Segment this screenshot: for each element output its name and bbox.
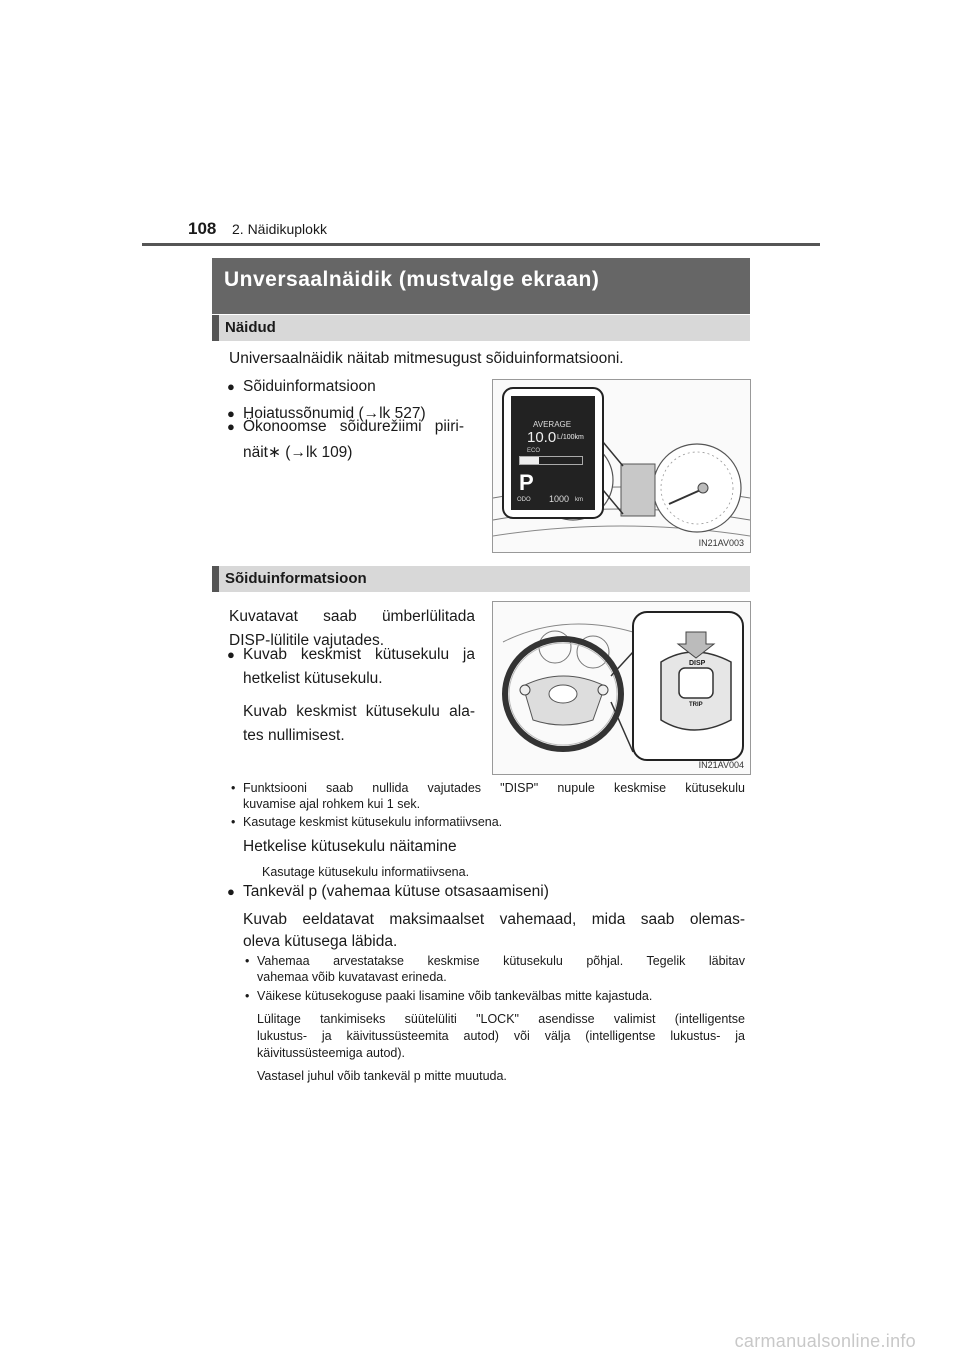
subheading-soiduinformatsioon (212, 566, 750, 592)
note-informative: • Kasutage keskmist kütusekulu informatiivsena. (231, 815, 503, 829)
subheading-naidud (212, 315, 750, 341)
bullet-range: ● Tankeväl p (vahemaa kütuse otsasaamiseni) (243, 880, 549, 904)
note-small-fuel-text: Väikese kütusekoguse paaki lisamine võib tankevälbas mitte kajastuda. (257, 989, 653, 1003)
note-range-text: Vahemaa arvestatakse keskmise kütusekulu põhjal. Tegelik läbitav (257, 954, 745, 968)
note-otherwise: Vastasel juhul võib tankeväl p mitte muutuda. (257, 1069, 507, 1083)
display-eco-bar (519, 456, 583, 465)
p1-line2: DISP-lülitile vajutades. (229, 632, 385, 649)
bullet-warnings: ● Hoiatussõnumid (→lk 527) (243, 402, 426, 426)
display-gear: P (519, 470, 534, 495)
note-small-fuel: • Väikese kütusekoguse paaki lisamine võib tankevälbas mitte kajastuda. (245, 989, 653, 1003)
steering-illustration (493, 602, 750, 774)
note-range-line1: • Vahemaa arvestatakse keskmise kütusekulu põhjal. Tegelik läbitav (245, 954, 745, 968)
figure-instrument-cluster (492, 379, 751, 553)
note-lock-line1: Lülitage tankimiseks süütelüliti "LOCK" asendisse valimist (intelligentse (257, 1012, 745, 1026)
display-eco-label: ECO (527, 448, 541, 454)
header-rule (142, 243, 820, 246)
p1-line1: Kuvatavat saab ümberlülitada (229, 608, 475, 625)
display-average-value: 10.0 (527, 429, 557, 446)
note-lock-line2: lukustus- ja käivitussüsteemita autod) või välja (intelligentse lukustus- ja (257, 1029, 745, 1043)
watermark: carmanualsonline.info (734, 1331, 916, 1351)
display-average-unit: L/100km (557, 434, 584, 441)
bullet-trip-info: ● Sõiduinformatsioon (243, 375, 376, 399)
intro-text: Universaalnäidik näitab mitmesugust sõiduinformatsiooni. (229, 350, 624, 367)
section-title: Unversaalnäidik (mustvalge ekraan) (224, 268, 600, 291)
figure-steering-wheel (492, 601, 751, 775)
note-reset-text: Funktsiooni saab nullida vajutades "DISP" nupule keskmise kütusekulu (243, 781, 745, 795)
display-odo-value: 1000 (549, 494, 570, 504)
instant-consumption-note: Kasutage kütusekulu informatiivsena. (262, 865, 470, 879)
bullet-eco (243, 415, 464, 439)
display-average-label: AVERAGE (533, 420, 572, 429)
note-range-line2: vahemaa võib kuvatavast erineda. (257, 970, 447, 984)
trip-label: TRIP (689, 702, 703, 708)
note-reset-line2: kuvamise ajal rohkem kui 1 sek. (243, 797, 421, 811)
chapter-title: 2. Näidikuplokk (232, 221, 327, 237)
section-title-bar (212, 258, 750, 314)
note-reset-line1: • Funktsiooni saab nullida vajutades "DISP" nupule keskmise kütusekulu (231, 781, 745, 795)
note-lock-line3: käivitussüsteemiga autod). (257, 1046, 405, 1060)
subheading-label: Sõiduinformatsioon (225, 570, 367, 587)
bullet-eco-line2: näit∗ (→lk 109) (243, 444, 353, 461)
note-informative-text: Kasutage keskmist kütusekulu informatiivsena. (243, 815, 503, 829)
range-para-line2: oleva kütusega läbida. (243, 933, 398, 950)
display-odo-label: ODO (517, 497, 531, 503)
bullet-eco-line1: Ökonoomse sõidurežiimi piiri- (243, 418, 464, 435)
display-odo-unit: km (575, 497, 583, 503)
bullet-average-line1: Kuvab keskmist kütusekulu ja (243, 646, 475, 663)
figure-code: IN21AV004 (698, 760, 744, 770)
b1-para-line2: tes nullimisest. (243, 727, 345, 744)
cluster-illustration (493, 380, 750, 552)
figure-code: IN21AV003 (698, 538, 744, 548)
disp-label: DISP (689, 660, 706, 667)
bullet-average-line2: hetkelist kütusekulu. (243, 670, 383, 687)
b1-para-line1: Kuvab keskmist kütusekulu ala- (243, 703, 475, 720)
subheading-label: Näidud (225, 319, 276, 336)
page-number: 108 (188, 219, 217, 238)
instant-consumption-title: Hetkelise kütusekulu näitamine (243, 838, 457, 855)
range-para-line1: Kuvab eeldatavat maksimaalset vahemaad, mida saab olemas- (243, 911, 745, 928)
bullet-average-consumption (243, 643, 475, 667)
